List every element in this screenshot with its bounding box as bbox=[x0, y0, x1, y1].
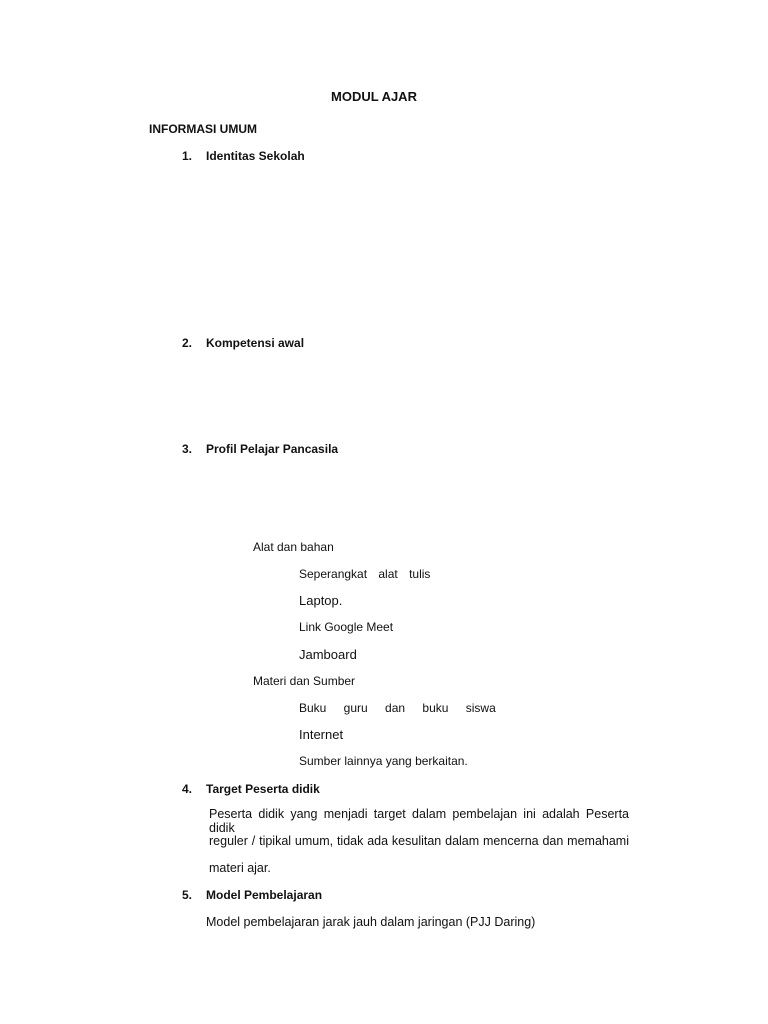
alat-item-laptop: Laptop. bbox=[299, 593, 343, 608]
materi-item-internet: Internet bbox=[299, 727, 344, 742]
item-label-profil-pelajar-pancasila: Profil Pelajar Pancasila bbox=[206, 442, 339, 456]
item-number-5: 5. bbox=[182, 888, 193, 902]
materi-item-sumber-lainnya: Sumber lainnya yang berkaitan. bbox=[299, 754, 468, 768]
materi-item-buku: Buku guru dan buku siswa bbox=[299, 701, 496, 715]
item-number-1: 1. bbox=[182, 149, 193, 163]
alat-item-google-meet: Link Google Meet bbox=[299, 620, 394, 634]
materi-heading: Materi dan Sumber bbox=[253, 674, 356, 688]
model-paragraph: Model pembelajaran jarak jauh dalam jaringan (PJJ Daring) bbox=[206, 915, 536, 929]
alat-item-alat-tulis: Seperangkat alat tulis bbox=[299, 567, 431, 581]
section-heading: INFORMASI UMUM bbox=[149, 122, 257, 136]
alat-heading: Alat dan bahan bbox=[253, 540, 334, 554]
target-paragraph-line-1: Peserta didik yang menjadi target dalam pembelajan ini adalah Peserta didik bbox=[209, 807, 629, 835]
document-title: MODUL AJAR bbox=[331, 89, 417, 104]
target-paragraph-line-3: materi ajar. bbox=[209, 861, 271, 875]
item-label-identitas-sekolah: Identitas Sekolah bbox=[206, 149, 305, 163]
target-paragraph-line-2: reguler / tipikal umum, tidak ada kesulitan dalam mencerna dan memahami bbox=[209, 834, 629, 848]
item-number-3: 3. bbox=[182, 442, 193, 456]
alat-item-jamboard: Jamboard bbox=[299, 647, 357, 662]
item-label-kompetensi-awal: Kompetensi awal bbox=[206, 336, 305, 350]
item-label-target-peserta-didik: Target Peserta didik bbox=[206, 782, 320, 796]
item-number-2: 2. bbox=[182, 336, 193, 350]
item-number-4: 4. bbox=[182, 782, 193, 796]
item-label-model-pembelajaran: Model Pembelajaran bbox=[206, 888, 323, 902]
